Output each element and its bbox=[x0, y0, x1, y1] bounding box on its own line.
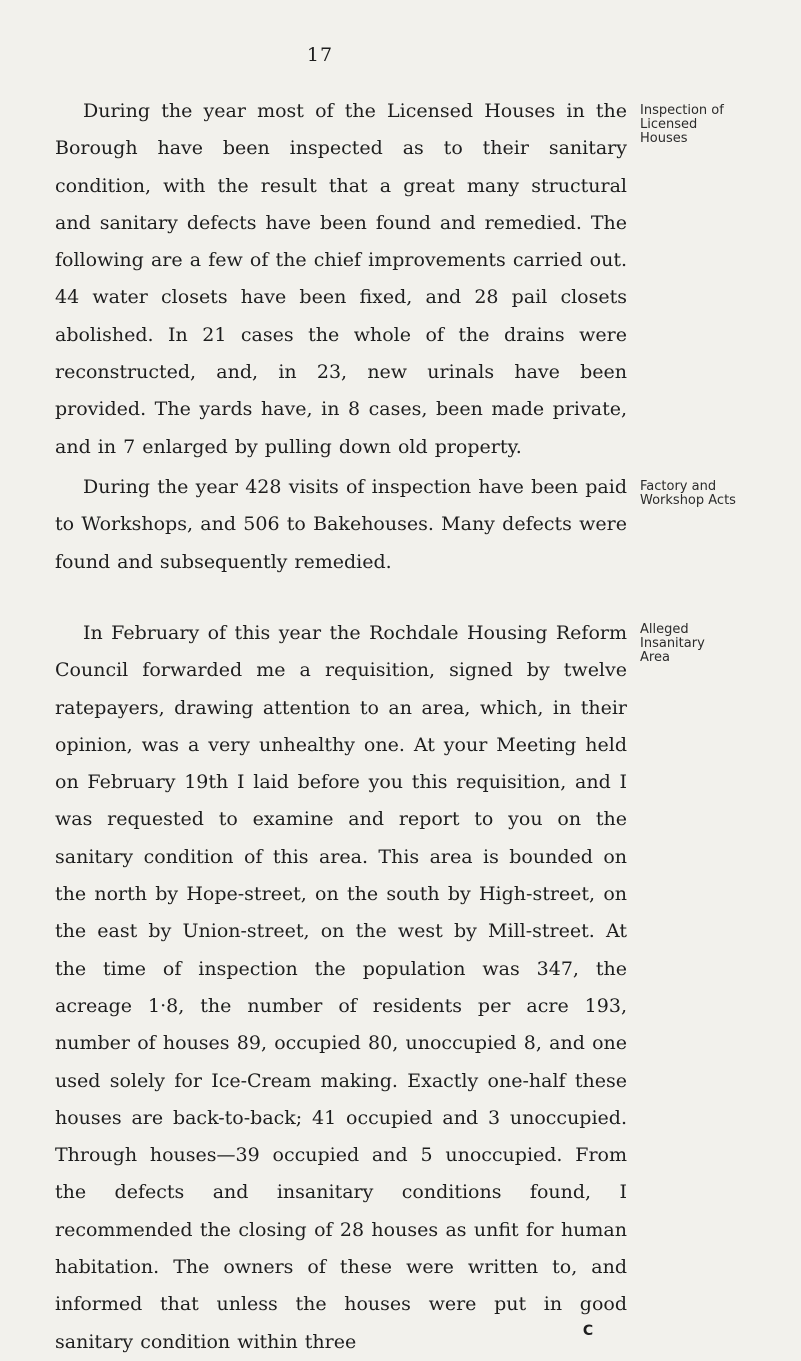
paragraph-licensed-houses: During the year most of the Licensed Houses in the Borough have been inspected as to their sanitary condition, with the result that a great many structural and sanitary defects have been found and remedied. The following are a few of the chief improvements carried out. 44 water closets have been fixed, and 28 pail closets abolished. In 21 cases the whole of the drains were reconstructed, and, in 23, new urinals have been provided. The yards have, in 8 cases, been made private, and in 7 enlarged by pulling down old property. bbox=[55, 100, 627, 458]
margin-note-line: Insanitary bbox=[640, 636, 705, 651]
margin-note-line: Workshop Acts bbox=[640, 493, 736, 508]
margin-note-licensed-houses bbox=[640, 104, 800, 146]
margin-note-line: Alleged bbox=[640, 622, 689, 637]
margin-note-line: Inspection of bbox=[640, 103, 724, 118]
paragraph-insanitary-area: In February of this year the Rochdale Housing Reform Council forwarded me a requisition, signed by twelve ratepayers, drawing attention to an area, which, in their opinion, was a very unhealthy one. At your Meeting held on February 19th I laid before you this requisition, and I was requested to examine and report to you on the sanitary condition of this area. This area is bounded on the north by Hope-street, on the south by High-street, on the east by Union-street, on the west by Mill-street. At the time of inspection the population was 347, the acreage 1·8, the number of residents per acre 193, number of houses 89, occupied 80, unoccupied 8, and one used solely for Ice-Cream making. Exactly one-half these houses are back-to-back; 41 occupied and 3 unoccupied. Through houses—39 occupied and 5 unoccupied. From the defects and insanitary conditions found, I recommended the closing of 28 houses as unfit for human habitation. The owners of these were written to, and informed that unless the houses were put in good sanitary condition within three bbox=[55, 622, 627, 1353]
margin-note-line: Area bbox=[640, 650, 670, 665]
margin-note-line: Factory and bbox=[640, 479, 717, 494]
page-number: 17 bbox=[306, 44, 334, 66]
margin-note-insanitary-area bbox=[640, 623, 800, 665]
paragraph-workshops: During the year 428 visits of inspection have been paid to Workshops, and 506 to Bakehouses. Many defects were found and subsequently remedied. bbox=[55, 476, 627, 573]
signature-mark: C bbox=[582, 1323, 594, 1339]
margin-note-line: Licensed bbox=[640, 117, 698, 132]
margin-note-line: Houses bbox=[640, 131, 688, 146]
margin-note-factory-acts bbox=[640, 480, 800, 508]
